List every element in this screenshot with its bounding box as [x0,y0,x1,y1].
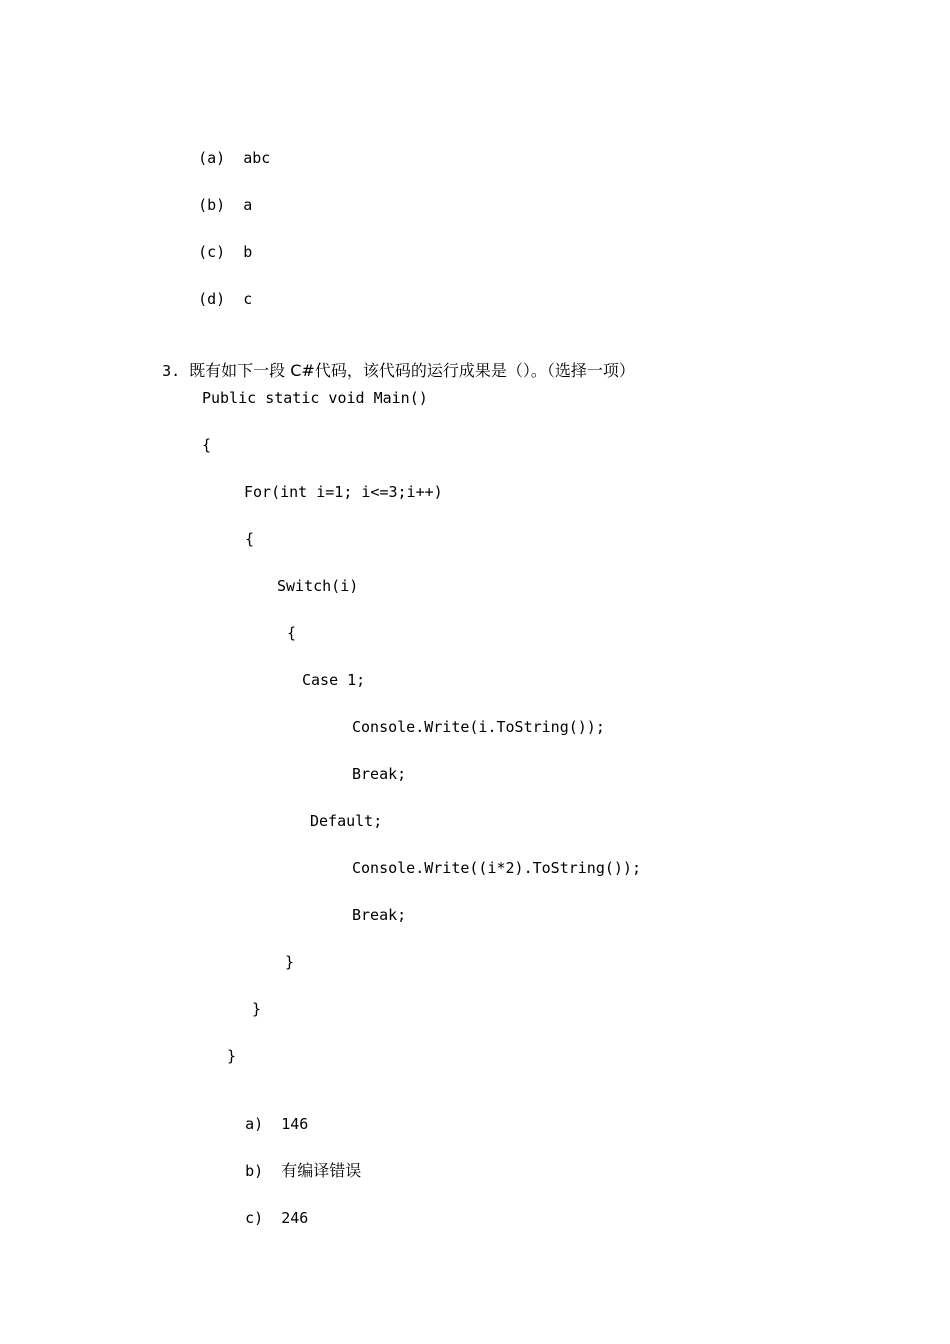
code-line: } [227,1047,237,1065]
option-item [180,128,270,168]
answer-option [227,1094,308,1134]
option-marker: (a) [198,149,226,167]
question-text: 既有如下一段 C#代码，该代码的运行成果是（）。（选择一项） [189,361,635,380]
code-line: Switch(i) [277,577,359,595]
answer-text: 246 [281,1209,309,1227]
answer-text: 146 [281,1115,309,1133]
question-number: 3. [162,362,181,380]
code-line: Break; [352,906,407,924]
code-line: } [285,953,295,971]
option-text: abc [243,149,271,167]
code-line: Default; [310,812,383,830]
code-line: Console.Write((i*2).ToString()); [352,859,641,877]
option-marker: (b) [198,196,226,214]
option-marker: (d) [198,290,226,308]
option-text: b [243,243,253,261]
code-line: { [202,436,212,454]
code-line: { [245,530,255,548]
answer-marker: b) [245,1162,264,1180]
option-text: a [243,196,253,214]
option-text: c [243,290,253,308]
option-marker: (c) [198,243,226,261]
code-line: { [287,624,297,642]
answer-text: 有编译错误 [281,1161,362,1180]
code-line: Public static void Main() [202,389,428,407]
answer-marker: a) [245,1115,264,1133]
answer-marker: c) [245,1209,264,1227]
code-line: } [252,1000,262,1018]
option-item [180,222,252,262]
code-line: Break; [352,765,407,783]
code-line: Console.Write(i.ToString()); [352,718,605,736]
answer-option [227,1188,308,1228]
option-item [180,269,252,309]
code-line: For(int i=1; i<=3;i++) [244,483,443,501]
code-line: Case 1; [302,671,366,689]
option-item [180,175,252,215]
question-heading [144,341,635,381]
answer-option [227,1141,361,1181]
